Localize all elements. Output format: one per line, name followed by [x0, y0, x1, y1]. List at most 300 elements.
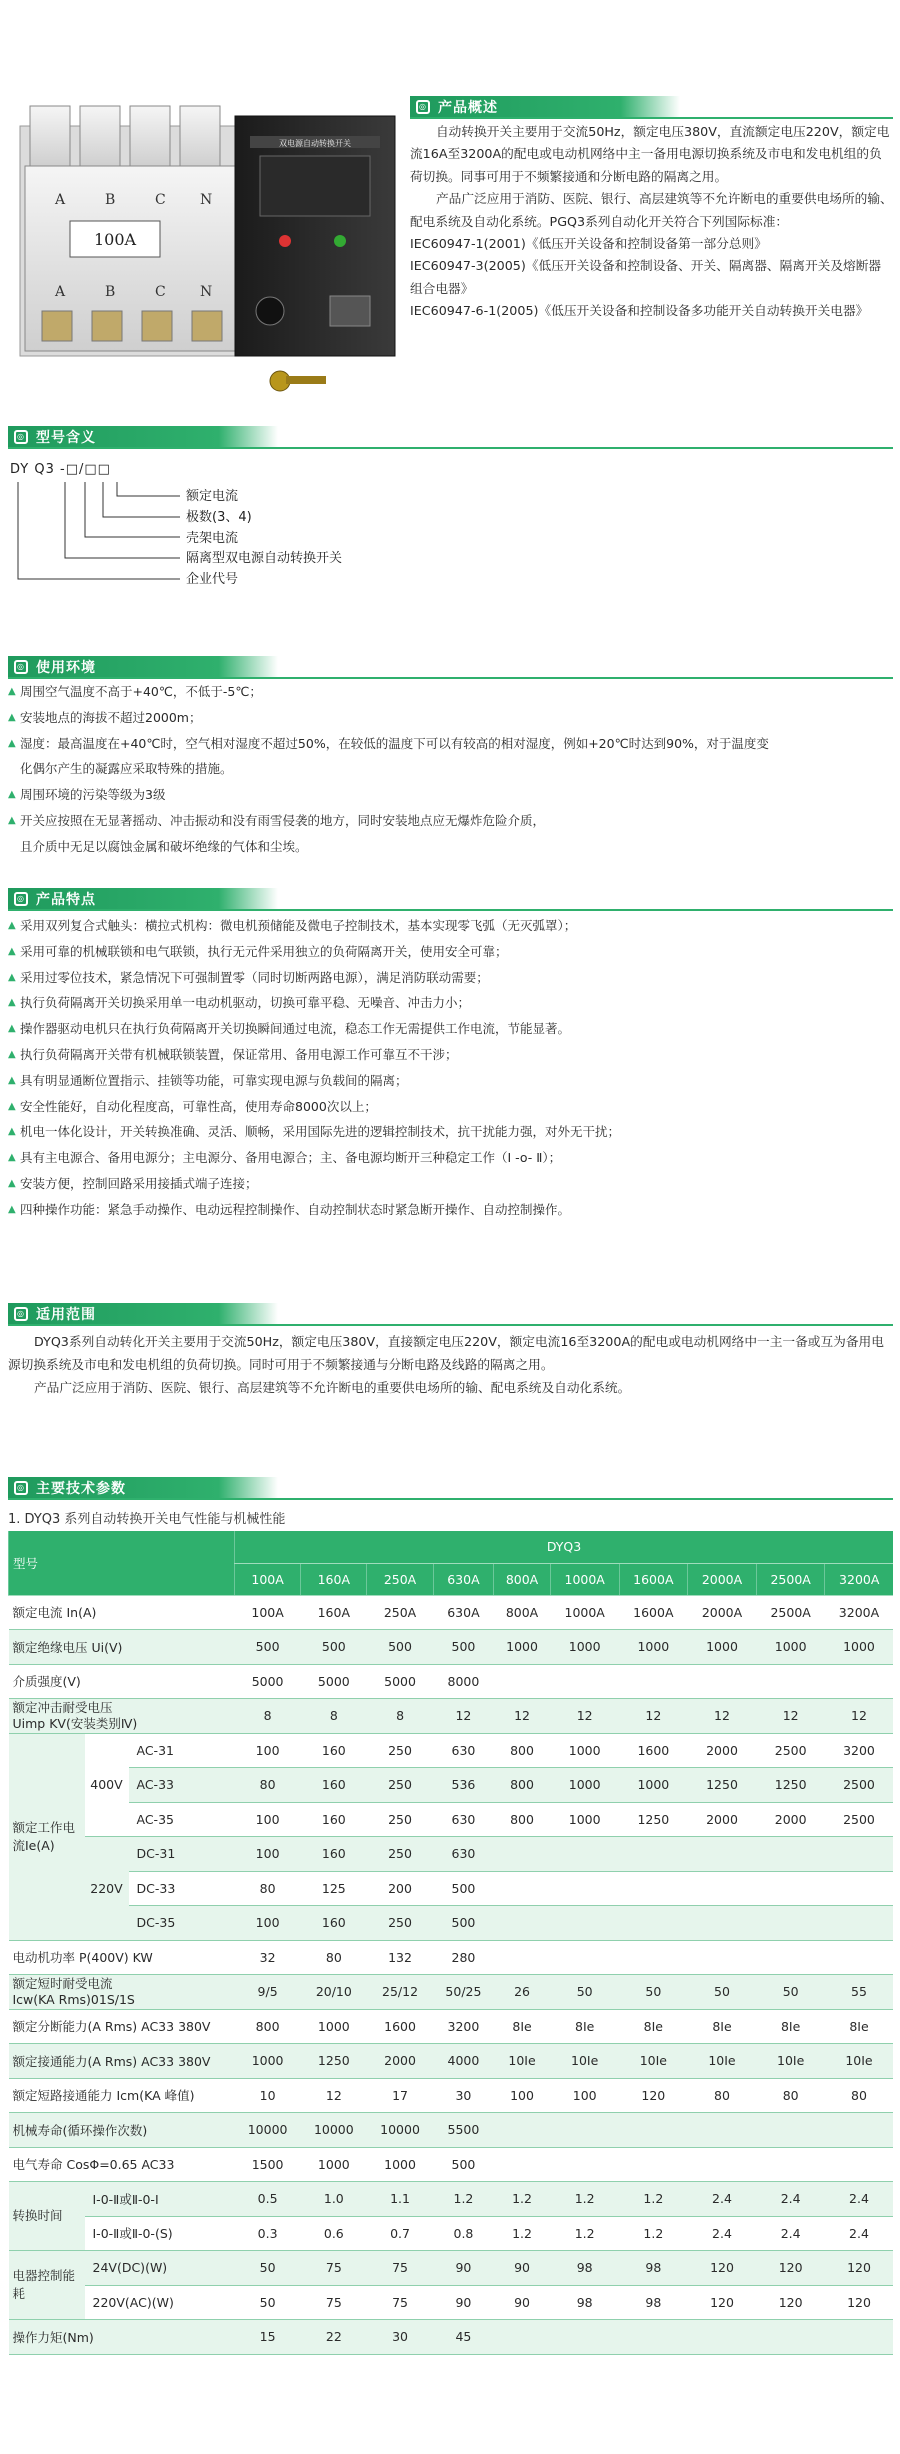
table-cell: 2500 [825, 1768, 893, 1803]
table-cell: 2.4 [756, 2216, 825, 2251]
table-cell [688, 1871, 757, 1906]
table-cell: 100 [494, 2078, 551, 2113]
phase-label-n: N [200, 192, 213, 208]
table-cell: 1000 [550, 1802, 619, 1837]
table-cell: 55 [825, 1975, 893, 2010]
list-item: ▲ 操作器驱动电机只在执行负荷隔离开关切换瞬间通过电流，稳态工作无需提供工作电流，节能显著。 [8, 1021, 571, 1037]
table-cell: 1.1 [367, 2182, 433, 2217]
table-row [9, 1768, 894, 1803]
table-cell: 4000 [433, 2044, 494, 2079]
table-cell: 50/25 [433, 1975, 494, 2010]
column-header: 2500A [756, 1563, 825, 1595]
table-cell: 1000 [301, 2147, 367, 2182]
table-cell: 1000 [550, 1768, 619, 1803]
row-label: 额定电流 In(A) [9, 1595, 235, 1630]
table-row [9, 2251, 894, 2286]
row-label: 电气寿命 CosΦ=0.65 AC33 [9, 2147, 235, 2182]
table-cell: 2000 [756, 1802, 825, 1837]
table-cell: 160 [301, 1768, 367, 1803]
table-cell: 10Ie [619, 2044, 688, 2079]
table-cell [688, 1837, 757, 1872]
table-row [9, 2216, 894, 2251]
table-cell: 2500 [756, 1733, 825, 1768]
table-cell [825, 1940, 893, 1975]
table-cell: 98 [619, 2285, 688, 2320]
table-cell: 80 [825, 2078, 893, 2113]
table-cell: 80 [235, 1871, 301, 1906]
features-list [8, 913, 893, 1223]
list-item: ▲ 机电一体化设计，开关转换准确、灵活、顺畅，采用国际先进的逻辑控制技术，抗干扰能力强，对外无干扰； [8, 1124, 621, 1140]
table-cell [825, 2147, 893, 2182]
table-cell: 3200 [433, 2009, 494, 2044]
section-header-params: ◎ 主要技术参数 [8, 1477, 278, 1499]
table-cell: 160 [301, 1906, 367, 1941]
table-cell: 800 [494, 1802, 551, 1837]
phase-label-b: B [105, 192, 116, 208]
column-header: 250A [367, 1563, 433, 1595]
row-label: 额定短路接通能力 Icm(KA 峰值) [9, 2078, 235, 2113]
table-cell: 8Ie [825, 2009, 893, 2044]
table-cell: 1.2 [550, 2216, 619, 2251]
table-cell: 90 [433, 2285, 494, 2320]
row-group-label: 电器控制能耗 [9, 2251, 85, 2320]
table-cell [494, 1837, 551, 1872]
table-row [9, 1630, 894, 1665]
table-cell: 120 [756, 2251, 825, 2286]
table-cell: 250 [367, 1733, 433, 1768]
section-header-scope: ◎ 适用范围 [8, 1303, 278, 1325]
table-cell: 10Ie [494, 2044, 551, 2079]
table-cell [550, 1906, 619, 1941]
table-cell: 250 [367, 1802, 433, 1837]
table-cell: 0.3 [235, 2216, 301, 2251]
table-cell: 1000 [825, 1630, 893, 1665]
table-cell: 250A [367, 1595, 433, 1630]
table-cell: 132 [367, 1940, 433, 1975]
series-header: DYQ3 [235, 1531, 894, 1563]
model-meanings [186, 487, 342, 591]
section-header-environment: ◎ 使用环境 [8, 656, 278, 678]
row-sublabel: Ⅰ-0-Ⅱ或Ⅱ-0-(S) [85, 2216, 235, 2251]
table-cell: 1.2 [550, 2182, 619, 2217]
divider [8, 1324, 893, 1326]
table-cell: 50 [756, 1975, 825, 2010]
table-cell: 1.2 [494, 2216, 551, 2251]
table-row [9, 2078, 894, 2113]
table-cell [825, 2320, 893, 2355]
row-label: 额定短时耐受电流 Icw(KA Rms)01S/1S [9, 1975, 235, 2010]
table-cell: 22 [301, 2320, 367, 2355]
table-cell: 160A [301, 1595, 367, 1630]
table-cell [688, 2113, 757, 2148]
table-cell: 800A [494, 1595, 551, 1630]
divider [8, 1498, 893, 1500]
table-cell: 100 [550, 2078, 619, 2113]
list-item: ▲ 周围环境的污染等级为3级 [8, 787, 166, 803]
table-row [9, 1837, 894, 1872]
table-cell: 630 [433, 1837, 494, 1872]
table-row [9, 2009, 894, 2044]
section-icon: ◎ [416, 100, 430, 114]
model-item: 额定电流 [186, 489, 239, 504]
table-cell [688, 2147, 757, 2182]
table-row [9, 1802, 894, 1837]
table-cell: 8 [367, 1699, 433, 1734]
list-item: ▲ 开关应按照在无显著摇动、冲击振动和没有雨雪侵袭的地方，同时安装地点应无爆炸危险介质， [8, 812, 546, 828]
table-cell [619, 1871, 688, 1906]
table-cell: 100 [235, 1906, 301, 1941]
table-cell: 2000A [688, 1595, 757, 1630]
table-row [9, 2182, 894, 2217]
table-cell: 1000 [550, 1733, 619, 1768]
table-cell: 8Ie [756, 2009, 825, 2044]
table-cell [756, 1906, 825, 1941]
table-cell [756, 1664, 825, 1699]
table-cell: 2000 [688, 1733, 757, 1768]
table-cell: 630A [433, 1595, 494, 1630]
column-header: 2000A [688, 1563, 757, 1595]
table-cell: 100 [235, 1837, 301, 1872]
list-item-continuation: 化偶尔产生的凝露应采取特殊的措施。 [20, 761, 233, 777]
list-item: ▲ 采用双列复合式触头：横拉式机构：微电机预储能及微电子控制技术，基本实现零飞弧（无灭弧罩）； [8, 918, 577, 933]
table-cell: 1600 [367, 2009, 433, 2044]
model-header: 型号 [9, 1531, 235, 1595]
table-cell: 50 [688, 1975, 757, 2010]
row-sublabel: 24V(DC)(W) [85, 2251, 235, 2286]
table-cell: 12 [619, 1699, 688, 1734]
table-cell: 0.5 [235, 2182, 301, 2217]
column-header: 1000A [550, 1563, 619, 1595]
table-cell: 50 [619, 1975, 688, 2010]
table-cell: 2000 [688, 1802, 757, 1837]
table-cell: 12 [494, 1699, 551, 1734]
table-row [9, 2044, 894, 2079]
table-cell: 280 [433, 1940, 494, 1975]
table-cell [825, 1871, 893, 1906]
table-cell: 50 [235, 2285, 301, 2320]
table-cell: 1000 [756, 1630, 825, 1665]
table-cell [550, 1871, 619, 1906]
table-cell [756, 1837, 825, 1872]
phase-label-c: C [155, 192, 166, 208]
voltage-label: 400V [85, 1733, 129, 1837]
column-header: 160A [301, 1563, 367, 1595]
table-cell: 80 [235, 1768, 301, 1803]
section-icon: ◎ [14, 892, 28, 906]
table-cell: 10Ie [688, 2044, 757, 2079]
table-cell: 10Ie [756, 2044, 825, 2079]
table-cell: 630 [433, 1733, 494, 1768]
table-cell: 1250 [688, 1768, 757, 1803]
table-cell: 500 [367, 1630, 433, 1665]
table-cell [550, 1837, 619, 1872]
table-cell: 90 [494, 2285, 551, 2320]
divider [8, 447, 893, 449]
list-item: ▲ 具有主电源合、备用电源分；主电源分、备用电源合；主、备电源均断开三种稳定工作（Ⅰ -o- Ⅱ）； [8, 1150, 562, 1166]
row-label: 额定分断能力(A Rms) AC33 380V [9, 2009, 235, 2044]
table-cell: 12 [825, 1699, 893, 1734]
table-cell: 10 [235, 2078, 301, 2113]
table-cell [688, 2320, 757, 2355]
table-cell [494, 1940, 551, 1975]
table-row [9, 1699, 894, 1734]
table-cell: 75 [367, 2285, 433, 2320]
table-cell: 2.4 [825, 2182, 893, 2217]
list-item: ▲ 安装方便，控制回路采用接插式端子连接； [8, 1175, 258, 1191]
row-sublabel: DC-35 [129, 1906, 235, 1941]
table-cell [494, 2320, 551, 2355]
table-cell: 120 [688, 2251, 757, 2286]
table-cell: 100A [235, 1595, 301, 1630]
table-row [9, 1595, 894, 1630]
table-cell: 75 [301, 2251, 367, 2286]
scope-paragraph: DYQ3系列自动转化开关主要用于交流50Hz，额定电压380V，直接额定电压220V，额定电流16至3200A的配电或电动机网络中一主一备或互为备用电源切换系统及市电和发电机组的负荷切换。同时可用于不频繁接通与分断电路及线路的隔离之用。 [8, 1334, 884, 1372]
table-cell: 500 [433, 1871, 494, 1906]
table-cell: 1250 [756, 1768, 825, 1803]
row-label: 额定冲击耐受电压 Uimp KV(安装类别Ⅳ) [9, 1699, 235, 1734]
table-cell: 75 [301, 2285, 367, 2320]
table-cell: 100 [235, 1802, 301, 1837]
table-cell: 536 [433, 1768, 494, 1803]
column-header: 3200A [825, 1563, 893, 1595]
list-item: ▲ 湿度：最高温度在+40℃时，空气相对湿度不超过50%，在较低的温度下可以有较高的相对湿度，例如+20℃时达到90%，对于温度变 [8, 735, 769, 751]
table-row [9, 1906, 894, 1941]
table-cell: 98 [550, 2251, 619, 2286]
table-cell: 12 [550, 1699, 619, 1734]
table-cell: 12 [301, 2078, 367, 2113]
svg-text:C: C [155, 284, 166, 300]
table-cell: 10Ie [825, 2044, 893, 2079]
table-cell: 10000 [367, 2113, 433, 2148]
table-cell: 800 [494, 1768, 551, 1803]
row-sublabel: AC-31 [129, 1733, 235, 1768]
row-sublabel: DC-31 [129, 1837, 235, 1872]
table-cell: 80 [688, 2078, 757, 2113]
table-cell: 160 [301, 1802, 367, 1837]
table-cell: 2500A [756, 1595, 825, 1630]
table-cell: 50 [235, 2251, 301, 2286]
table-cell: 2.4 [688, 2216, 757, 2251]
table-cell: 2.4 [688, 2182, 757, 2217]
overview-text [410, 121, 893, 323]
table-cell: 1000 [235, 2044, 301, 2079]
table-row [9, 1871, 894, 1906]
table-cell: 250 [367, 1906, 433, 1941]
overview-paragraph: 产品广泛应用于消防、医院、银行、高层建筑等不允许断电的重要供电场所的输、配电系统及自动化系统。PGQ3系列自动化开关符合下列国际标准： [410, 191, 893, 229]
list-item: ▲ 具有明显通断位置指示、挂锁等功能，可靠实现电源与负载间的隔离； [8, 1072, 408, 1088]
table-cell: 1500 [235, 2147, 301, 2182]
table-cell [550, 2320, 619, 2355]
table-cell [756, 2113, 825, 2148]
table-cell: 50 [550, 1975, 619, 2010]
table-cell: 80 [756, 2078, 825, 2113]
table-cell [619, 1940, 688, 1975]
table-cell [494, 1906, 551, 1941]
model-item: 极数(3、4) [186, 509, 252, 525]
table-cell: 500 [433, 1906, 494, 1941]
table-cell: 0.6 [301, 2216, 367, 2251]
table-cell [494, 2113, 551, 2148]
table-cell: 8 [235, 1699, 301, 1734]
table-cell: 12 [433, 1699, 494, 1734]
table-cell [825, 1906, 893, 1941]
table-cell: 8Ie [619, 2009, 688, 2044]
table-cell [688, 1906, 757, 1941]
table-cell [756, 2320, 825, 2355]
table-caption: 1. DYQ3 系列自动转换开关电气性能与机械性能 [8, 1512, 286, 1527]
table-cell: 98 [550, 2285, 619, 2320]
table-cell: 1000 [494, 1630, 551, 1665]
row-sublabel: AC-35 [129, 1802, 235, 1837]
table-cell: 1.2 [619, 2216, 688, 2251]
amp-label: 100A [93, 230, 137, 249]
table-cell [688, 1664, 757, 1699]
table-cell: 0.8 [433, 2216, 494, 2251]
table-cell: 1000 [301, 2009, 367, 2044]
table-cell: 12 [756, 1699, 825, 1734]
table-cell: 500 [301, 1630, 367, 1665]
table-cell [494, 2147, 551, 2182]
table-cell: 500 [433, 2147, 494, 2182]
table-cell: 630 [433, 1802, 494, 1837]
svg-text:N: N [200, 284, 213, 300]
table-cell: 1000 [619, 1768, 688, 1803]
section-header-features: ◎ 产品特点 [8, 888, 278, 910]
table-row [9, 1733, 894, 1768]
row-label: 电动机功率 P(400V) KW [9, 1940, 235, 1975]
table-cell: 1.2 [619, 2182, 688, 2217]
table-cell [550, 1664, 619, 1699]
table-cell [688, 1940, 757, 1975]
table-cell: 5500 [433, 2113, 494, 2148]
table-cell: 26 [494, 1975, 551, 2010]
column-header: 630A [433, 1563, 494, 1595]
table-row [9, 2320, 894, 2355]
table-cell [619, 2113, 688, 2148]
svg-text:B: B [105, 284, 116, 300]
table-cell: 1.2 [494, 2182, 551, 2217]
table-cell [756, 1871, 825, 1906]
table-cell: 5000 [301, 1664, 367, 1699]
table-cell: 1250 [619, 1802, 688, 1837]
table-cell: 12 [688, 1699, 757, 1734]
table-cell: 200 [367, 1871, 433, 1906]
row-group-label: 转换时间 [9, 2182, 85, 2251]
divider [8, 909, 893, 911]
row-label: 机械寿命(循环操作次数) [9, 2113, 235, 2148]
table-cell: 8000 [433, 1664, 494, 1699]
row-label: 额定接通能力(A Rms) AC33 380V [9, 2044, 235, 2079]
table-cell: 1000 [688, 1630, 757, 1665]
table-cell: 1000 [619, 1630, 688, 1665]
table-cell [825, 2113, 893, 2148]
table-cell [619, 1906, 688, 1941]
table-cell: 800 [235, 2009, 301, 2044]
standard-item: IEC60947-1(2001)《低压开关设备和控制设备第一部分总则》 [410, 236, 767, 252]
table-cell: 500 [433, 1630, 494, 1665]
row-sublabel: AC-33 [129, 1768, 235, 1803]
table-cell: 90 [494, 2251, 551, 2286]
table-cell: 1000 [367, 2147, 433, 2182]
table-cell: 8Ie [688, 2009, 757, 2044]
section-header-overview: ◎ 产品概述 [410, 96, 680, 118]
table-cell: 1600A [619, 1595, 688, 1630]
row-sublabel: Ⅰ-0-Ⅱ或Ⅱ-0-Ⅰ [85, 2182, 235, 2217]
spec-table [8, 1531, 893, 2355]
scope-paragraph: 产品广泛应用于消防、医院、银行、高层建筑等不允许断电的重要供电场所的输、配电系统及自动化系统。 [34, 1380, 631, 1395]
table-cell: 20/10 [301, 1975, 367, 2010]
table-cell: 120 [825, 2285, 893, 2320]
row-label: 介质强度(V) [9, 1664, 235, 1699]
table-cell: 9/5 [235, 1975, 301, 2010]
table-cell: 1000A [550, 1595, 619, 1630]
column-header: 800A [494, 1563, 551, 1595]
table-cell: 25/12 [367, 1975, 433, 2010]
model-item: 壳架电流 [186, 530, 239, 546]
table-cell: 2500 [825, 1802, 893, 1837]
table-cell: 125 [301, 1871, 367, 1906]
table-cell: 250 [367, 1768, 433, 1803]
table-row [9, 1975, 894, 2010]
table-cell: 120 [619, 2078, 688, 2113]
table-cell: 80 [301, 1940, 367, 1975]
table-cell: 100 [235, 1733, 301, 1768]
table-cell: 3200A [825, 1595, 893, 1630]
table-cell: 8 [301, 1699, 367, 1734]
table-cell: 5000 [235, 1664, 301, 1699]
row-sublabel: DC-33 [129, 1871, 235, 1906]
model-diagram [10, 462, 510, 612]
list-item: ▲ 四种操作功能：紧急手动操作、电动远程控制操作、自动控制状态时紧急断开操作、自动控制操作。 [8, 1201, 571, 1217]
row-sublabel: 220V(AC)(W) [85, 2285, 235, 2320]
list-item: ▲ 执行负荷隔离开关带有机械联锁装置，保证常用、备用电源工作可靠互不干涉； [8, 1046, 458, 1062]
model-code: DY Q3 -□/□□ [10, 462, 111, 477]
table-cell: 160 [301, 1837, 367, 1872]
table-cell [619, 1837, 688, 1872]
table-cell [550, 2113, 619, 2148]
table-row [9, 1664, 894, 1699]
table-cell: 250 [367, 1837, 433, 1872]
table-cell: 1000 [550, 1630, 619, 1665]
row-label: 额定绝缘电压 Ui(V) [9, 1630, 235, 1665]
environment-list [8, 679, 893, 860]
table-cell: 1250 [301, 2044, 367, 2079]
table-cell [825, 1837, 893, 1872]
section-icon: ◎ [14, 660, 28, 674]
table-cell [619, 2147, 688, 2182]
section-icon: ◎ [14, 1481, 28, 1495]
table-cell: 160 [301, 1733, 367, 1768]
table-cell: 2.4 [825, 2216, 893, 2251]
table-cell: 800 [494, 1733, 551, 1768]
model-item: 企业代号 [186, 572, 239, 588]
section-icon: ◎ [14, 430, 28, 444]
product-image [10, 96, 405, 401]
table-cell: 75 [367, 2251, 433, 2286]
standard-item: IEC60947-6-1(2005)《低压开关设备和控制设备多功能开关自动转换开关电器》 [410, 303, 869, 319]
list-item: ▲ 安装地点的海拔不超过2000m； [8, 709, 202, 725]
table-cell: 500 [235, 1630, 301, 1665]
table-cell [550, 2147, 619, 2182]
standard-item: IEC60947-3(2005)《低压开关设备和控制设备、开关、隔离器、隔离开关及熔断器组合电器》 [410, 258, 882, 296]
table-cell: 1.2 [433, 2182, 494, 2217]
list-item: ▲ 周围空气温度不高于+40℃，不低于-5℃； [8, 684, 262, 699]
table-cell: 10000 [235, 2113, 301, 2148]
list-item: ▲ 执行负荷隔离开关切换采用单一电动机驱动，切换可靠平稳、无噪音、冲击力小； [8, 995, 471, 1011]
svg-text:A: A [55, 284, 66, 300]
section-icon: ◎ [14, 1307, 28, 1321]
table-cell [825, 1664, 893, 1699]
